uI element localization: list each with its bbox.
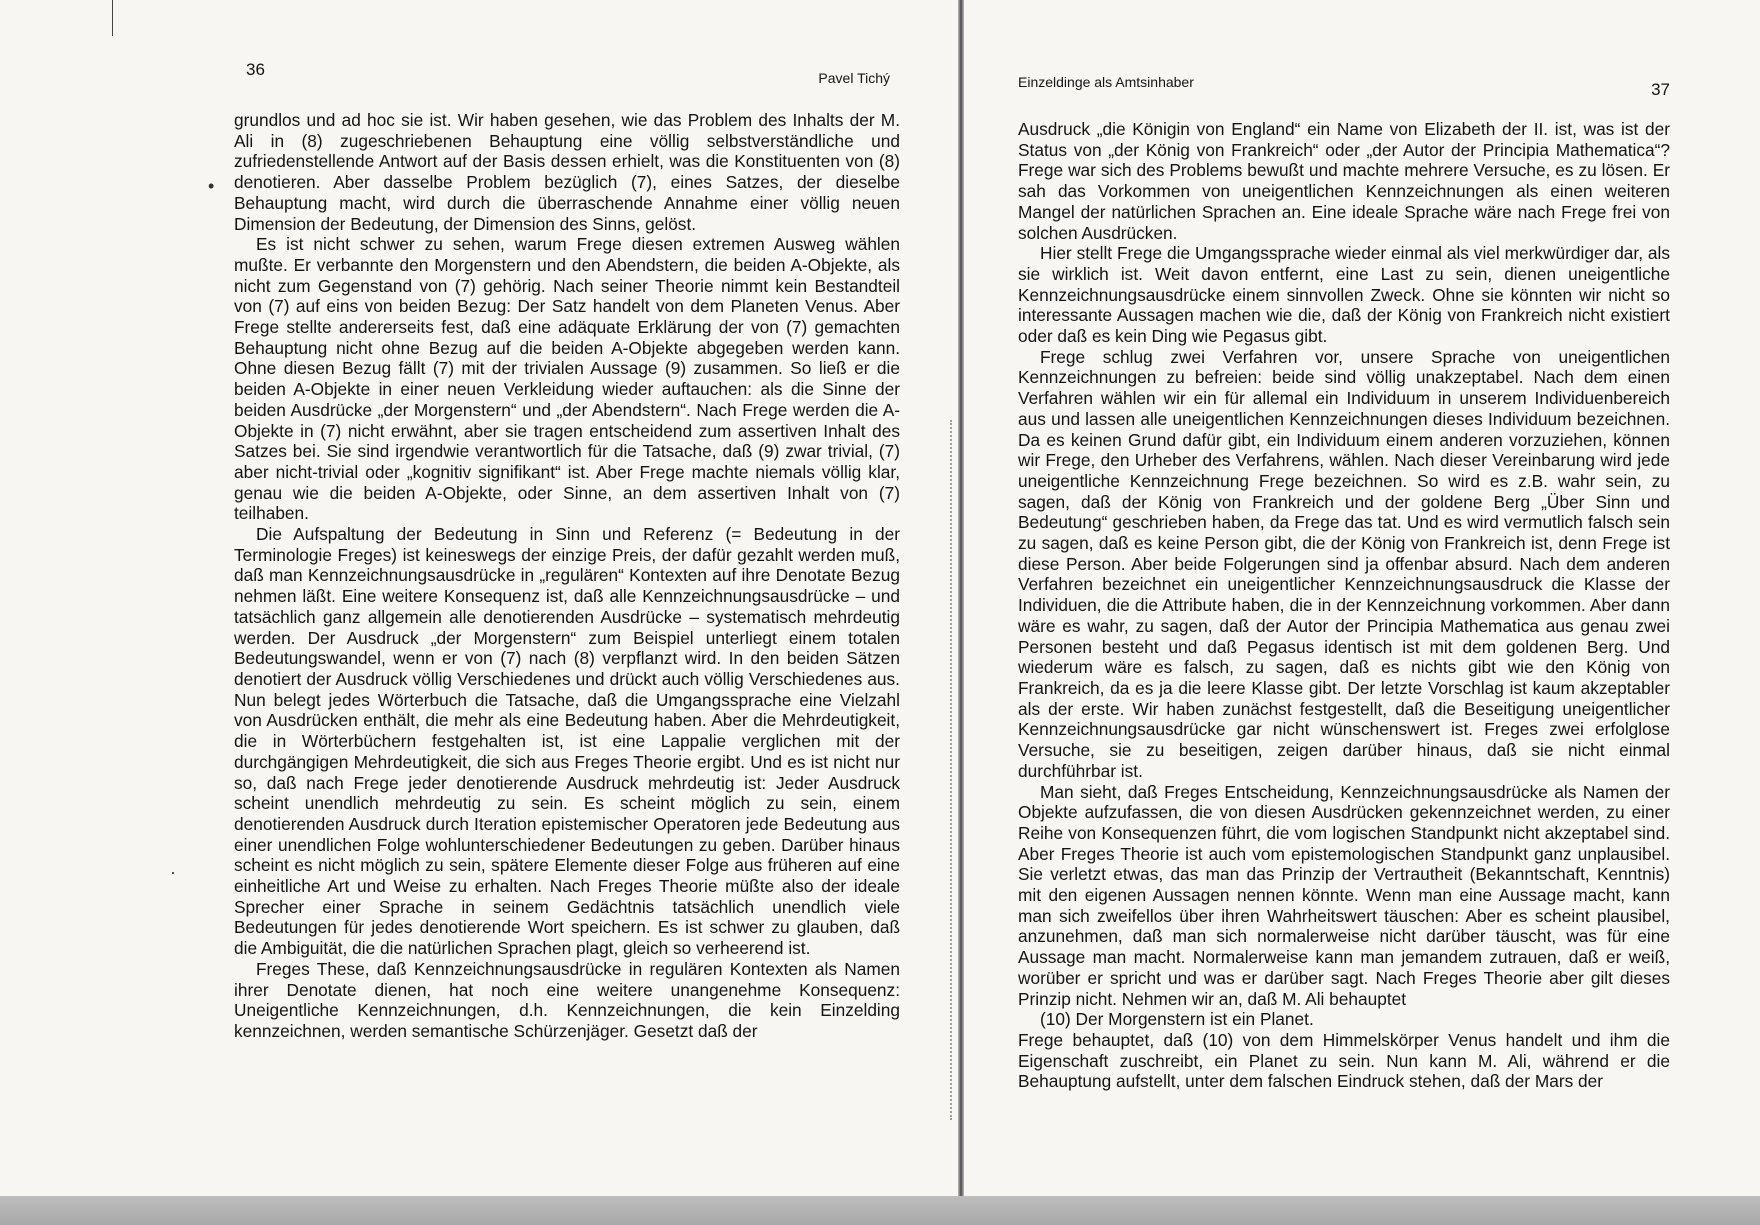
scanner-edge [0, 1196, 1760, 1225]
paragraph: Die Aufspaltung der Bedeutung in Sinn und Referenz (= Bedeutung in der Terminologie Freges) ist keineswegs der einzige Preis, der dafür gezahlt werden muß, daß man Kennzeichnungsausdrücke in „regulären“ Kontexten auf ihre Denotate Bezug nehmen läßt. Eine weitere Konsequenz ist, daß alle Kennzeichnungsausdrücke – und tatsächlich ganz allgemein alle denotierenden Ausdrücke – systematisch mehrdeutig werden. Der Ausdruck „der Morgenstern“ zum Beispiel unterliegt einem totalen Bedeutungswandel, wenn er von (7) nach (8) verpflanzt wird. In den beiden Sätzen denotiert der Ausdruck völlig Verschiedenes und drückt auch völlig Verschiedenes aus. Nun belegt jedes Wörterbuch die Tatsache, daß die Umgangssprache eine Vielzahl von Ausdrücken enthält, die mehr als eine Bedeutung haben. Aber die Mehrdeutigkeit, die in Wörterbüchern festgehalten ist, ist eine Lappalie verglichen mit der durchgängigen Mehrdeutigkeit, die sich aus Freges Theorie ergibt. Und es ist nicht nur so, daß nach Frege jeder denotierende Ausdruck mehrdeutig ist: Jeder Ausdruck scheint unendlich mehrdeutig zu sein. Es scheint möglich zu sein, einem denotierenden Ausdruck durch Iteration epistemischer Operatoren jede Bedeutung aus einer unendlichen Folge wohlunterschiedener Bedeutungen zu geben. Darüber hinaus scheint es nicht möglich zu sein, spätere Elemente dieser Folge aus früheren auf eine einheitliche Art und Weise zu erhalten. Nach Freges Theorie müßte also der ideale Sprecher einer Sprache in seinem Gedächtnis tatsächlich unendlich viele Bedeutungen für jedes denotierende Wort speichern. Es ist schwer zu glauben, daß die Ambiguität, die die natürlichen Sprachen plagt, gleich so verheerend ist. [234, 524, 900, 959]
running-head: Pavel Tichý [818, 70, 890, 86]
gutter-shadow [950, 420, 954, 1120]
page-body [234, 110, 900, 1042]
scan-speck: • [208, 176, 215, 196]
page-number: 37 [1651, 80, 1670, 99]
paragraph: Ausdruck „die Königin von England“ ein Name von Elizabeth der II. ist, was ist der Status von „der König von Frankreich“ oder „der Autor der Principia Mathematica“? Frege war sich des Problems bewußt und machte mehrere Versuche, es zu lösen. Er sah das Vorkommen von uneigentlichen Kennzeichnungen als einen weiteren Mangel der natürlichen Sprachen an. Eine ideale Sprache wäre nach Frege frei von solchen Ausdrücken. [1018, 119, 1670, 243]
paragraph: Hier stellt Frege die Umgangssprache wieder einmal als viel merkwürdiger dar, als sie wirklich ist. Weit davon entfernt, eine Last zu sein, dienen uneigentliche Kennzeichnungsausdrücke einem sinnvollen Zweck. Ohne sie könnten wir nicht so interessante Aussagen machen wie die, daß der König von Frankreich nicht existiert oder daß es kein Ding wie Pegasus gibt. [1018, 243, 1670, 347]
scan-speck: · [170, 862, 176, 882]
page-body [1018, 119, 1670, 1092]
paragraph: Es ist nicht schwer zu sehen, warum Frege diesen extremen Ausweg wählen mußte. Er verbannte den Morgenstern und den Abendstern, die beiden A-Objekte, als nicht zum Gegenstand von (7) gehörig. Nach seiner Theorie nimmt kein Bestandteil von (7) auf eins von beiden Bezug: Der Satz handelt von dem Planeten Venus. Aber Frege stellte andererseits fest, daß eine adäquate Erklärung der von (7) gemachten Behauptung nicht ohne Bezug auf die beiden A-Objekte abgegeben werden kann. Ohne diesen Bezug fällt (7) mit der trivialen Aussage (9) zusammen. So ließ er die beiden A-Objekte in einer neuen Verkleidung wieder auftauchen: als die Sinne der beiden Ausdrücke „der Morgenstern“ und „der Abendstern“. Nach Frege werden die A-Objekte in (7) nicht erwähnt, aber sie tragen entscheidend zum assertiven Inhalt des Satzes bei. Sie sind irgendwie verantwortlich für die Tatsache, daß (9) zwar trivial, (7) aber nicht-trivial oder „kognitiv signifikant“ ist. Aber Frege machte niemals völlig klar, genau wie die beiden A-Objekte, oder Sinne, an dem assertiven Inhalt von (7) teilhaben. [234, 234, 900, 524]
paragraph: Freges These, daß Kennzeichnungsausdrücke in regulären Kontexten als Namen ihrer Denotate dienen, hat noch eine weitere unangenehme Konsequenz: Uneigentliche Kennzeichnungen, d.h. Kennzeichnungen, die kein Einzelding kennzeichnen, werden semantische Schürzenjäger. Gesetzt daß der [234, 958, 900, 1041]
paragraph: grundlos und ad hoc sie ist. Wir haben gesehen, wie das Problem des Inhalts der M. Ali in (8) zugeschriebenen Behauptung eine völlig selbstverständliche und zufriedenstellende Antwort auf der Basis dessen erhielt, was die Konstituenten von (8) denotieren. Aber dasselbe Problem bezüglich (7), eines Satzes, der dieselbe Behauptung macht, wird durch die überraschende Annahme einer völlig neuen Dimension der Bedeutung, der Dimension des Sinns, gelöst. [234, 110, 900, 234]
example-sentence: (10) Der Morgenstern ist ein Planet. [1040, 1009, 1314, 1030]
book-gutter [958, 0, 964, 1208]
paragraph: Frege schlug zwei Verfahren vor, unsere Sprache von uneigentlichen Kennzeichnungen zu befreien: beide sind völlig unakzeptabel. Nach dem einen Verfahren wählen wir ein für allemal ein Individuum in unserem Individuenbereich aus und lassen alle uneigentlichen Kennzeichnungen dieses Individuum bezeichnen. Da es keinen Grund dafür gibt, ein Individuum einem anderen vorzuziehen, können wir Frege, den Urheber des Verfahrens, wählen. Nach dieser Vereinbarung wird jede uneigentliche Kennzeichnung Frege bezeichnen. So wird es z.B. wahr sein, zu sagen, daß der König von Frankreich und der goldene Berg „Über Sinn und Bedeutung“ geschrieben haben, da Frege das tat. Und es wird vermutlich falsch sein zu sagen, daß es keine Person gibt, die der König von Frankreich ist, denn Frege ist diese Person. Aber beide Folgerungen sind ja offenbar absurd. Nach dem anderen Verfahren bezeichnet ein uneigentlicher Kennzeichnungsausdruck die Klasse der Individuen, die die Attribute haben, die in der Kennzeichnung vorkommen. Aber dann wäre es wahr, zu sagen, daß der Autor der Principia Mathematica aus genau zwei Personen besteht und daß Pegasus identisch ist mit dem goldenen Berg. Und wiederum wäre es falsch, zu sagen, daß es nichts gibt wie den König von Frankreich, da es ja die leere Klasse gibt. Der letzte Vorschlag ist kaum akzeptabler als der erste. Wir haben zunächst festgestellt, daß die Beseitigung uneigentlicher Kennzeichnungsausdrücke gar nicht wünschenswert ist. Freges zwei erfolglose Versuche, sie zu beseitigen, zeigen darüber hinaus, daß sie nicht einmal durchführbar ist. [1018, 346, 1670, 781]
scan-margin-mark [112, 0, 113, 36]
paragraph: Man sieht, daß Freges Entscheidung, Kennzeichnungsausdrücke als Namen der Objekte aufzufassen, die von diesen Ausdrücken gekennzeichnet werden, zu einer Reihe von Konsequenzen führt, die vom logischen Standpunkt nicht akzeptabel sind. Aber Freges Theorie ist auch vom epistemologischen Standpunkt ganz unplausibel. Sie verletzt etwas, das man das Prinzip der Vertrautheit (Bekanntschaft, Kenntnis) mit den eigenen Aussagen nennen könnte. Wenn man eine Aussage macht, kann man sich zweifellos über ihren Wahrheitswert täuschen: Aber es scheint plausibel, anzunehmen, daß man sich normalerweise nicht darüber täuscht, was für eine Aussage man macht. Normalerweise kann man jemandem zutrauen, daß er weiß, worüber er spricht und was er darüber sagt. Nach Freges Theorie aber gilt dieses Prinzip nicht. Nehmen wir an, daß M. Ali behauptet [1018, 781, 1670, 1009]
running-head: Einzeldinge als Amtsinhaber [1018, 74, 1194, 90]
page-number: 36 [246, 60, 265, 79]
paragraph: Frege behauptet, daß (10) von dem Himmelskörper Venus handelt und ihm die Eigenschaft zuschreibt, ein Planet zu sein. Nun kann M. Ali, während er die Behauptung aufstellt, unter dem falschen Eindruck stehen, daß der Mars der [1018, 1029, 1670, 1092]
